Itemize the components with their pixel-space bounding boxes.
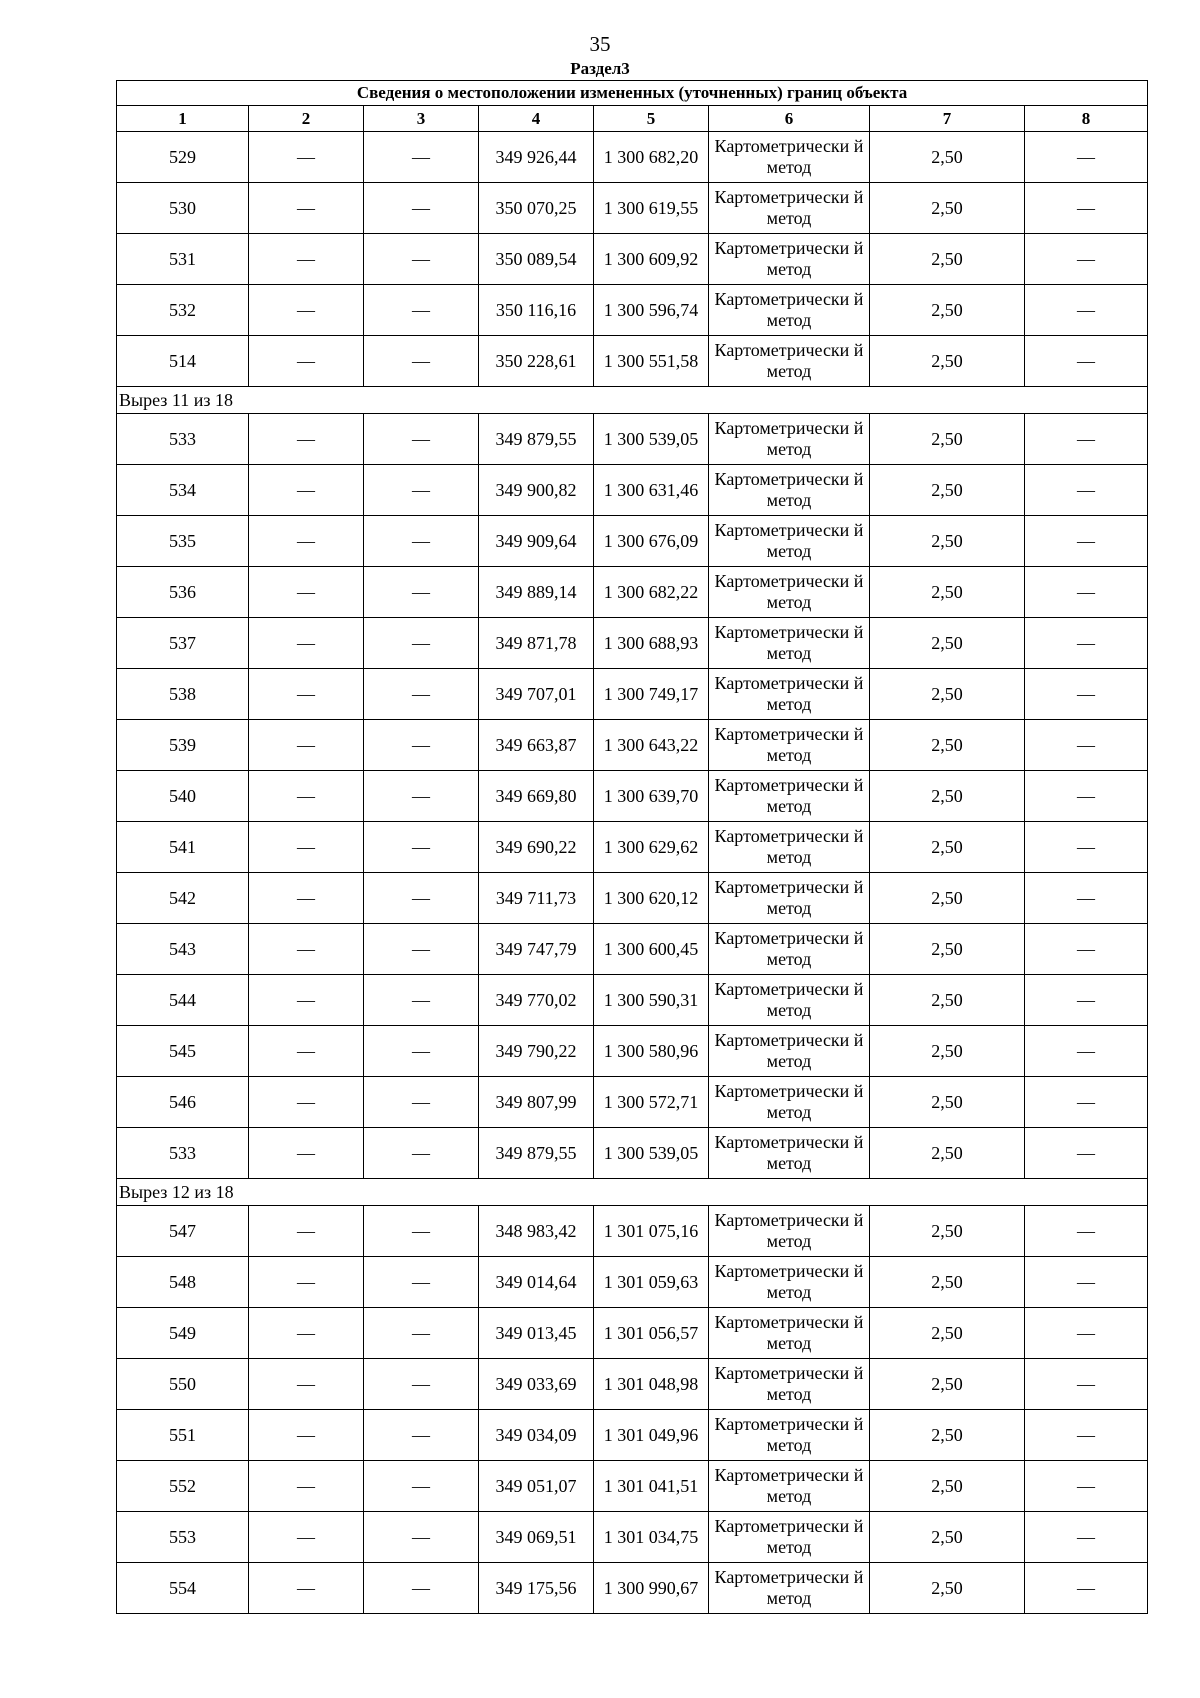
cell-x-coordinate: 349 747,79 <box>479 924 594 975</box>
table-row <box>117 1206 1148 1257</box>
cell-accuracy: 2,50 <box>870 132 1025 183</box>
cell-y-coordinate: 1 300 620,12 <box>594 873 709 924</box>
cell-point-number: 551 <box>117 1410 249 1461</box>
cell-x-coordinate: 349 790,22 <box>479 1026 594 1077</box>
table-caption: Сведения о местоположении измененных (уточненных) границ объекта <box>117 81 1148 106</box>
cell-col-3: — <box>364 1257 479 1308</box>
cell-method: Картометрически й метод <box>709 132 870 183</box>
cell-accuracy: 2,50 <box>870 414 1025 465</box>
cell-point-number: 548 <box>117 1257 249 1308</box>
cell-col-2: — <box>249 1512 364 1563</box>
cell-col-8: — <box>1025 618 1148 669</box>
cell-accuracy: 2,50 <box>870 975 1025 1026</box>
cell-x-coordinate: 350 116,16 <box>479 285 594 336</box>
cell-point-number: 535 <box>117 516 249 567</box>
cell-col-3: — <box>364 873 479 924</box>
cell-y-coordinate: 1 300 990,67 <box>594 1563 709 1614</box>
cell-col-8: — <box>1025 183 1148 234</box>
cell-point-number: 536 <box>117 567 249 618</box>
cell-y-coordinate: 1 300 539,05 <box>594 414 709 465</box>
cell-x-coordinate: 349 871,78 <box>479 618 594 669</box>
cell-method: Картометрически й метод <box>709 975 870 1026</box>
group-row <box>117 387 1148 414</box>
cell-point-number: 552 <box>117 1461 249 1512</box>
cell-accuracy: 2,50 <box>870 1257 1025 1308</box>
cell-col-8: — <box>1025 1026 1148 1077</box>
cell-col-2: — <box>249 516 364 567</box>
cell-col-2: — <box>249 720 364 771</box>
cell-col-8: — <box>1025 924 1148 975</box>
cell-point-number: 546 <box>117 1077 249 1128</box>
cell-method: Картометрически й метод <box>709 873 870 924</box>
table-row <box>117 618 1148 669</box>
column-header-4: 4 <box>479 106 594 132</box>
cell-col-2: — <box>249 285 364 336</box>
cell-method: Картометрически й метод <box>709 720 870 771</box>
cell-y-coordinate: 1 301 075,16 <box>594 1206 709 1257</box>
cell-col-3: — <box>364 132 479 183</box>
table-row <box>117 771 1148 822</box>
cell-x-coordinate: 349 690,22 <box>479 822 594 873</box>
cell-x-coordinate: 349 175,56 <box>479 1563 594 1614</box>
cell-y-coordinate: 1 300 688,93 <box>594 618 709 669</box>
column-header-1: 1 <box>117 106 249 132</box>
cell-col-8: — <box>1025 1563 1148 1614</box>
cell-col-8: — <box>1025 720 1148 771</box>
cell-col-2: — <box>249 567 364 618</box>
cell-col-8: — <box>1025 1077 1148 1128</box>
cell-col-8: — <box>1025 567 1148 618</box>
cell-col-8: — <box>1025 1410 1148 1461</box>
cell-col-3: — <box>364 720 479 771</box>
cell-col-8: — <box>1025 1512 1148 1563</box>
cell-point-number: 542 <box>117 873 249 924</box>
cell-col-3: — <box>364 1512 479 1563</box>
column-header-row <box>117 106 1148 132</box>
table-row <box>117 1308 1148 1359</box>
cell-accuracy: 2,50 <box>870 1206 1025 1257</box>
cell-col-3: — <box>364 183 479 234</box>
cell-col-8: — <box>1025 1257 1148 1308</box>
cell-col-2: — <box>249 414 364 465</box>
cell-col-8: — <box>1025 1206 1148 1257</box>
cell-col-8: — <box>1025 771 1148 822</box>
table-row <box>117 414 1148 465</box>
cell-method: Картометрически й метод <box>709 1410 870 1461</box>
cell-col-2: — <box>249 873 364 924</box>
table-row <box>117 1077 1148 1128</box>
cell-col-2: — <box>249 336 364 387</box>
cell-y-coordinate: 1 301 059,63 <box>594 1257 709 1308</box>
column-header-8: 8 <box>1025 106 1148 132</box>
table-row <box>117 132 1148 183</box>
cell-method: Картометрически й метод <box>709 669 870 720</box>
cell-point-number: 549 <box>117 1308 249 1359</box>
cell-col-2: — <box>249 1077 364 1128</box>
cell-col-2: — <box>249 975 364 1026</box>
cell-col-8: — <box>1025 285 1148 336</box>
table-row <box>117 1128 1148 1179</box>
cell-x-coordinate: 349 909,64 <box>479 516 594 567</box>
cell-col-3: — <box>364 1563 479 1614</box>
cell-y-coordinate: 1 300 580,96 <box>594 1026 709 1077</box>
cell-col-3: — <box>364 1410 479 1461</box>
cell-method: Картометрически й метод <box>709 1077 870 1128</box>
cell-col-2: — <box>249 1206 364 1257</box>
cell-accuracy: 2,50 <box>870 1026 1025 1077</box>
cell-accuracy: 2,50 <box>870 924 1025 975</box>
cell-x-coordinate: 349 013,45 <box>479 1308 594 1359</box>
cell-accuracy: 2,50 <box>870 873 1025 924</box>
cell-col-8: — <box>1025 336 1148 387</box>
cell-col-3: — <box>364 516 479 567</box>
cell-accuracy: 2,50 <box>870 1461 1025 1512</box>
group-row <box>117 1179 1148 1206</box>
table-body <box>117 132 1148 1614</box>
cell-accuracy: 2,50 <box>870 1077 1025 1128</box>
cell-x-coordinate: 350 070,25 <box>479 183 594 234</box>
cell-point-number: 545 <box>117 1026 249 1077</box>
cell-point-number: 514 <box>117 336 249 387</box>
cell-col-3: — <box>364 567 479 618</box>
table-row <box>117 336 1148 387</box>
cell-accuracy: 2,50 <box>870 1410 1025 1461</box>
table-row <box>117 285 1148 336</box>
cell-method: Картометрически й метод <box>709 516 870 567</box>
cell-x-coordinate: 349 879,55 <box>479 1128 594 1179</box>
cell-col-3: — <box>364 1128 479 1179</box>
cell-y-coordinate: 1 300 639,70 <box>594 771 709 822</box>
cell-point-number: 541 <box>117 822 249 873</box>
cell-method: Картометрически й метод <box>709 1461 870 1512</box>
cell-col-2: — <box>249 1128 364 1179</box>
cell-col-3: — <box>364 924 479 975</box>
cell-accuracy: 2,50 <box>870 1308 1025 1359</box>
cell-col-2: — <box>249 234 364 285</box>
cell-col-2: — <box>249 183 364 234</box>
cell-point-number: 550 <box>117 1359 249 1410</box>
cell-y-coordinate: 1 300 676,09 <box>594 516 709 567</box>
page-number: 35 <box>589 32 611 56</box>
table-row <box>117 822 1148 873</box>
cell-col-2: — <box>249 669 364 720</box>
table-row <box>117 1257 1148 1308</box>
boundary-coordinates-table <box>116 80 1148 1614</box>
cell-col-2: — <box>249 1308 364 1359</box>
cell-y-coordinate: 1 300 590,31 <box>594 975 709 1026</box>
cell-x-coordinate: 349 069,51 <box>479 1512 594 1563</box>
cell-col-2: — <box>249 1563 364 1614</box>
table-row <box>117 1359 1148 1410</box>
cell-x-coordinate: 349 051,07 <box>479 1461 594 1512</box>
cell-y-coordinate: 1 301 049,96 <box>594 1410 709 1461</box>
cell-x-coordinate: 349 807,99 <box>479 1077 594 1128</box>
cell-col-8: — <box>1025 1308 1148 1359</box>
cell-method: Картометрически й метод <box>709 1257 870 1308</box>
cell-accuracy: 2,50 <box>870 822 1025 873</box>
table-row <box>117 669 1148 720</box>
cell-y-coordinate: 1 300 609,92 <box>594 234 709 285</box>
cell-col-8: — <box>1025 669 1148 720</box>
cell-method: Картометрически й метод <box>709 1563 870 1614</box>
cell-col-2: — <box>249 924 364 975</box>
cell-y-coordinate: 1 300 539,05 <box>594 1128 709 1179</box>
cell-col-3: — <box>364 669 479 720</box>
cell-method: Картометрически й метод <box>709 414 870 465</box>
cell-col-3: — <box>364 1077 479 1128</box>
cell-col-2: — <box>249 465 364 516</box>
cell-col-3: — <box>364 1461 479 1512</box>
cell-x-coordinate: 350 089,54 <box>479 234 594 285</box>
column-header-2: 2 <box>249 106 364 132</box>
cell-x-coordinate: 349 707,01 <box>479 669 594 720</box>
column-header-3: 3 <box>364 106 479 132</box>
cell-method: Картометрически й метод <box>709 234 870 285</box>
cell-x-coordinate: 349 711,73 <box>479 873 594 924</box>
cell-col-3: — <box>364 1206 479 1257</box>
cell-y-coordinate: 1 300 596,74 <box>594 285 709 336</box>
cell-method: Картометрически й метод <box>709 336 870 387</box>
cell-col-2: — <box>249 132 364 183</box>
cell-col-3: — <box>364 234 479 285</box>
cell-x-coordinate: 349 926,44 <box>479 132 594 183</box>
cell-point-number: 537 <box>117 618 249 669</box>
cell-method: Картометрически й метод <box>709 183 870 234</box>
cell-method: Картометрически й метод <box>709 924 870 975</box>
cell-method: Картометрически й метод <box>709 618 870 669</box>
table-row <box>117 234 1148 285</box>
cell-col-2: — <box>249 1461 364 1512</box>
cell-col-8: — <box>1025 414 1148 465</box>
group-label: Вырез 11 из 18 <box>117 387 1148 414</box>
cell-point-number: 538 <box>117 669 249 720</box>
cell-x-coordinate: 349 669,80 <box>479 771 594 822</box>
cell-accuracy: 2,50 <box>870 285 1025 336</box>
cell-col-8: — <box>1025 822 1148 873</box>
cell-col-3: — <box>364 414 479 465</box>
cell-point-number: 554 <box>117 1563 249 1614</box>
cell-accuracy: 2,50 <box>870 1563 1025 1614</box>
cell-method: Картометрически й метод <box>709 1512 870 1563</box>
cell-accuracy: 2,50 <box>870 1128 1025 1179</box>
table-row <box>117 516 1148 567</box>
cell-x-coordinate: 349 770,02 <box>479 975 594 1026</box>
table-row <box>117 567 1148 618</box>
cell-x-coordinate: 349 034,09 <box>479 1410 594 1461</box>
cell-point-number: 532 <box>117 285 249 336</box>
cell-accuracy: 2,50 <box>870 1512 1025 1563</box>
cell-col-3: — <box>364 285 479 336</box>
table-row <box>117 975 1148 1026</box>
table-row <box>117 1512 1148 1563</box>
cell-col-8: — <box>1025 1359 1148 1410</box>
cell-point-number: 539 <box>117 720 249 771</box>
cell-accuracy: 2,50 <box>870 1359 1025 1410</box>
cell-accuracy: 2,50 <box>870 618 1025 669</box>
cell-point-number: 530 <box>117 183 249 234</box>
cell-col-8: — <box>1025 516 1148 567</box>
cell-y-coordinate: 1 301 041,51 <box>594 1461 709 1512</box>
cell-y-coordinate: 1 300 600,45 <box>594 924 709 975</box>
table-row <box>117 1026 1148 1077</box>
cell-x-coordinate: 349 900,82 <box>479 465 594 516</box>
cell-x-coordinate: 349 889,14 <box>479 567 594 618</box>
cell-x-coordinate: 350 228,61 <box>479 336 594 387</box>
cell-col-8: — <box>1025 1461 1148 1512</box>
cell-method: Картометрически й метод <box>709 1308 870 1359</box>
cell-x-coordinate: 349 033,69 <box>479 1359 594 1410</box>
cell-col-2: — <box>249 1257 364 1308</box>
cell-col-8: — <box>1025 1128 1148 1179</box>
cell-accuracy: 2,50 <box>870 183 1025 234</box>
cell-y-coordinate: 1 301 048,98 <box>594 1359 709 1410</box>
table-row <box>117 465 1148 516</box>
cell-y-coordinate: 1 300 572,71 <box>594 1077 709 1128</box>
cell-col-8: — <box>1025 975 1148 1026</box>
cell-point-number: 540 <box>117 771 249 822</box>
cell-method: Картометрически й метод <box>709 567 870 618</box>
cell-x-coordinate: 349 879,55 <box>479 414 594 465</box>
cell-col-3: — <box>364 465 479 516</box>
cell-y-coordinate: 1 300 619,55 <box>594 183 709 234</box>
cell-col-3: — <box>364 1026 479 1077</box>
cell-accuracy: 2,50 <box>870 771 1025 822</box>
cell-point-number: 543 <box>117 924 249 975</box>
table-row <box>117 924 1148 975</box>
cell-method: Картометрически й метод <box>709 1128 870 1179</box>
cell-accuracy: 2,50 <box>870 720 1025 771</box>
cell-col-3: — <box>364 975 479 1026</box>
cell-accuracy: 2,50 <box>870 516 1025 567</box>
cell-accuracy: 2,50 <box>870 567 1025 618</box>
cell-point-number: 547 <box>117 1206 249 1257</box>
cell-point-number: 533 <box>117 414 249 465</box>
table-row <box>117 1410 1148 1461</box>
table-row <box>117 873 1148 924</box>
cell-col-8: — <box>1025 234 1148 285</box>
cell-y-coordinate: 1 300 682,22 <box>594 567 709 618</box>
cell-col-2: — <box>249 1359 364 1410</box>
column-header-5: 5 <box>594 106 709 132</box>
cell-y-coordinate: 1 301 034,75 <box>594 1512 709 1563</box>
cell-method: Картометрически й метод <box>709 285 870 336</box>
cell-point-number: 529 <box>117 132 249 183</box>
cell-col-3: — <box>364 822 479 873</box>
cell-col-2: — <box>249 771 364 822</box>
cell-x-coordinate: 348 983,42 <box>479 1206 594 1257</box>
cell-accuracy: 2,50 <box>870 336 1025 387</box>
cell-col-3: — <box>364 1359 479 1410</box>
cell-col-2: — <box>249 618 364 669</box>
section-label: Раздел3 <box>570 59 630 78</box>
cell-point-number: 531 <box>117 234 249 285</box>
cell-col-3: — <box>364 1308 479 1359</box>
cell-x-coordinate: 349 663,87 <box>479 720 594 771</box>
cell-y-coordinate: 1 301 056,57 <box>594 1308 709 1359</box>
table-row <box>117 183 1148 234</box>
table-row <box>117 1563 1148 1614</box>
cell-col-8: — <box>1025 873 1148 924</box>
cell-method: Картометрически й метод <box>709 1206 870 1257</box>
cell-col-3: — <box>364 336 479 387</box>
table-row <box>117 720 1148 771</box>
group-label: Вырез 12 из 18 <box>117 1179 1148 1206</box>
cell-method: Картометрически й метод <box>709 771 870 822</box>
cell-accuracy: 2,50 <box>870 234 1025 285</box>
table-row <box>117 1461 1148 1512</box>
cell-point-number: 553 <box>117 1512 249 1563</box>
cell-y-coordinate: 1 300 551,58 <box>594 336 709 387</box>
cell-method: Картометрически й метод <box>709 822 870 873</box>
cell-point-number: 533 <box>117 1128 249 1179</box>
cell-col-8: — <box>1025 132 1148 183</box>
cell-col-2: — <box>249 1026 364 1077</box>
cell-col-2: — <box>249 1410 364 1461</box>
cell-point-number: 534 <box>117 465 249 516</box>
cell-method: Картометрически й метод <box>709 1026 870 1077</box>
cell-method: Картометрически й метод <box>709 465 870 516</box>
cell-y-coordinate: 1 300 749,17 <box>594 669 709 720</box>
cell-col-3: — <box>364 618 479 669</box>
cell-accuracy: 2,50 <box>870 669 1025 720</box>
cell-method: Картометрически й метод <box>709 1359 870 1410</box>
column-header-6: 6 <box>709 106 870 132</box>
cell-y-coordinate: 1 300 631,46 <box>594 465 709 516</box>
cell-point-number: 544 <box>117 975 249 1026</box>
column-header-7: 7 <box>870 106 1025 132</box>
cell-col-8: — <box>1025 465 1148 516</box>
cell-col-2: — <box>249 822 364 873</box>
cell-accuracy: 2,50 <box>870 465 1025 516</box>
cell-x-coordinate: 349 014,64 <box>479 1257 594 1308</box>
cell-col-3: — <box>364 771 479 822</box>
cell-y-coordinate: 1 300 682,20 <box>594 132 709 183</box>
cell-y-coordinate: 1 300 629,62 <box>594 822 709 873</box>
cell-y-coordinate: 1 300 643,22 <box>594 720 709 771</box>
